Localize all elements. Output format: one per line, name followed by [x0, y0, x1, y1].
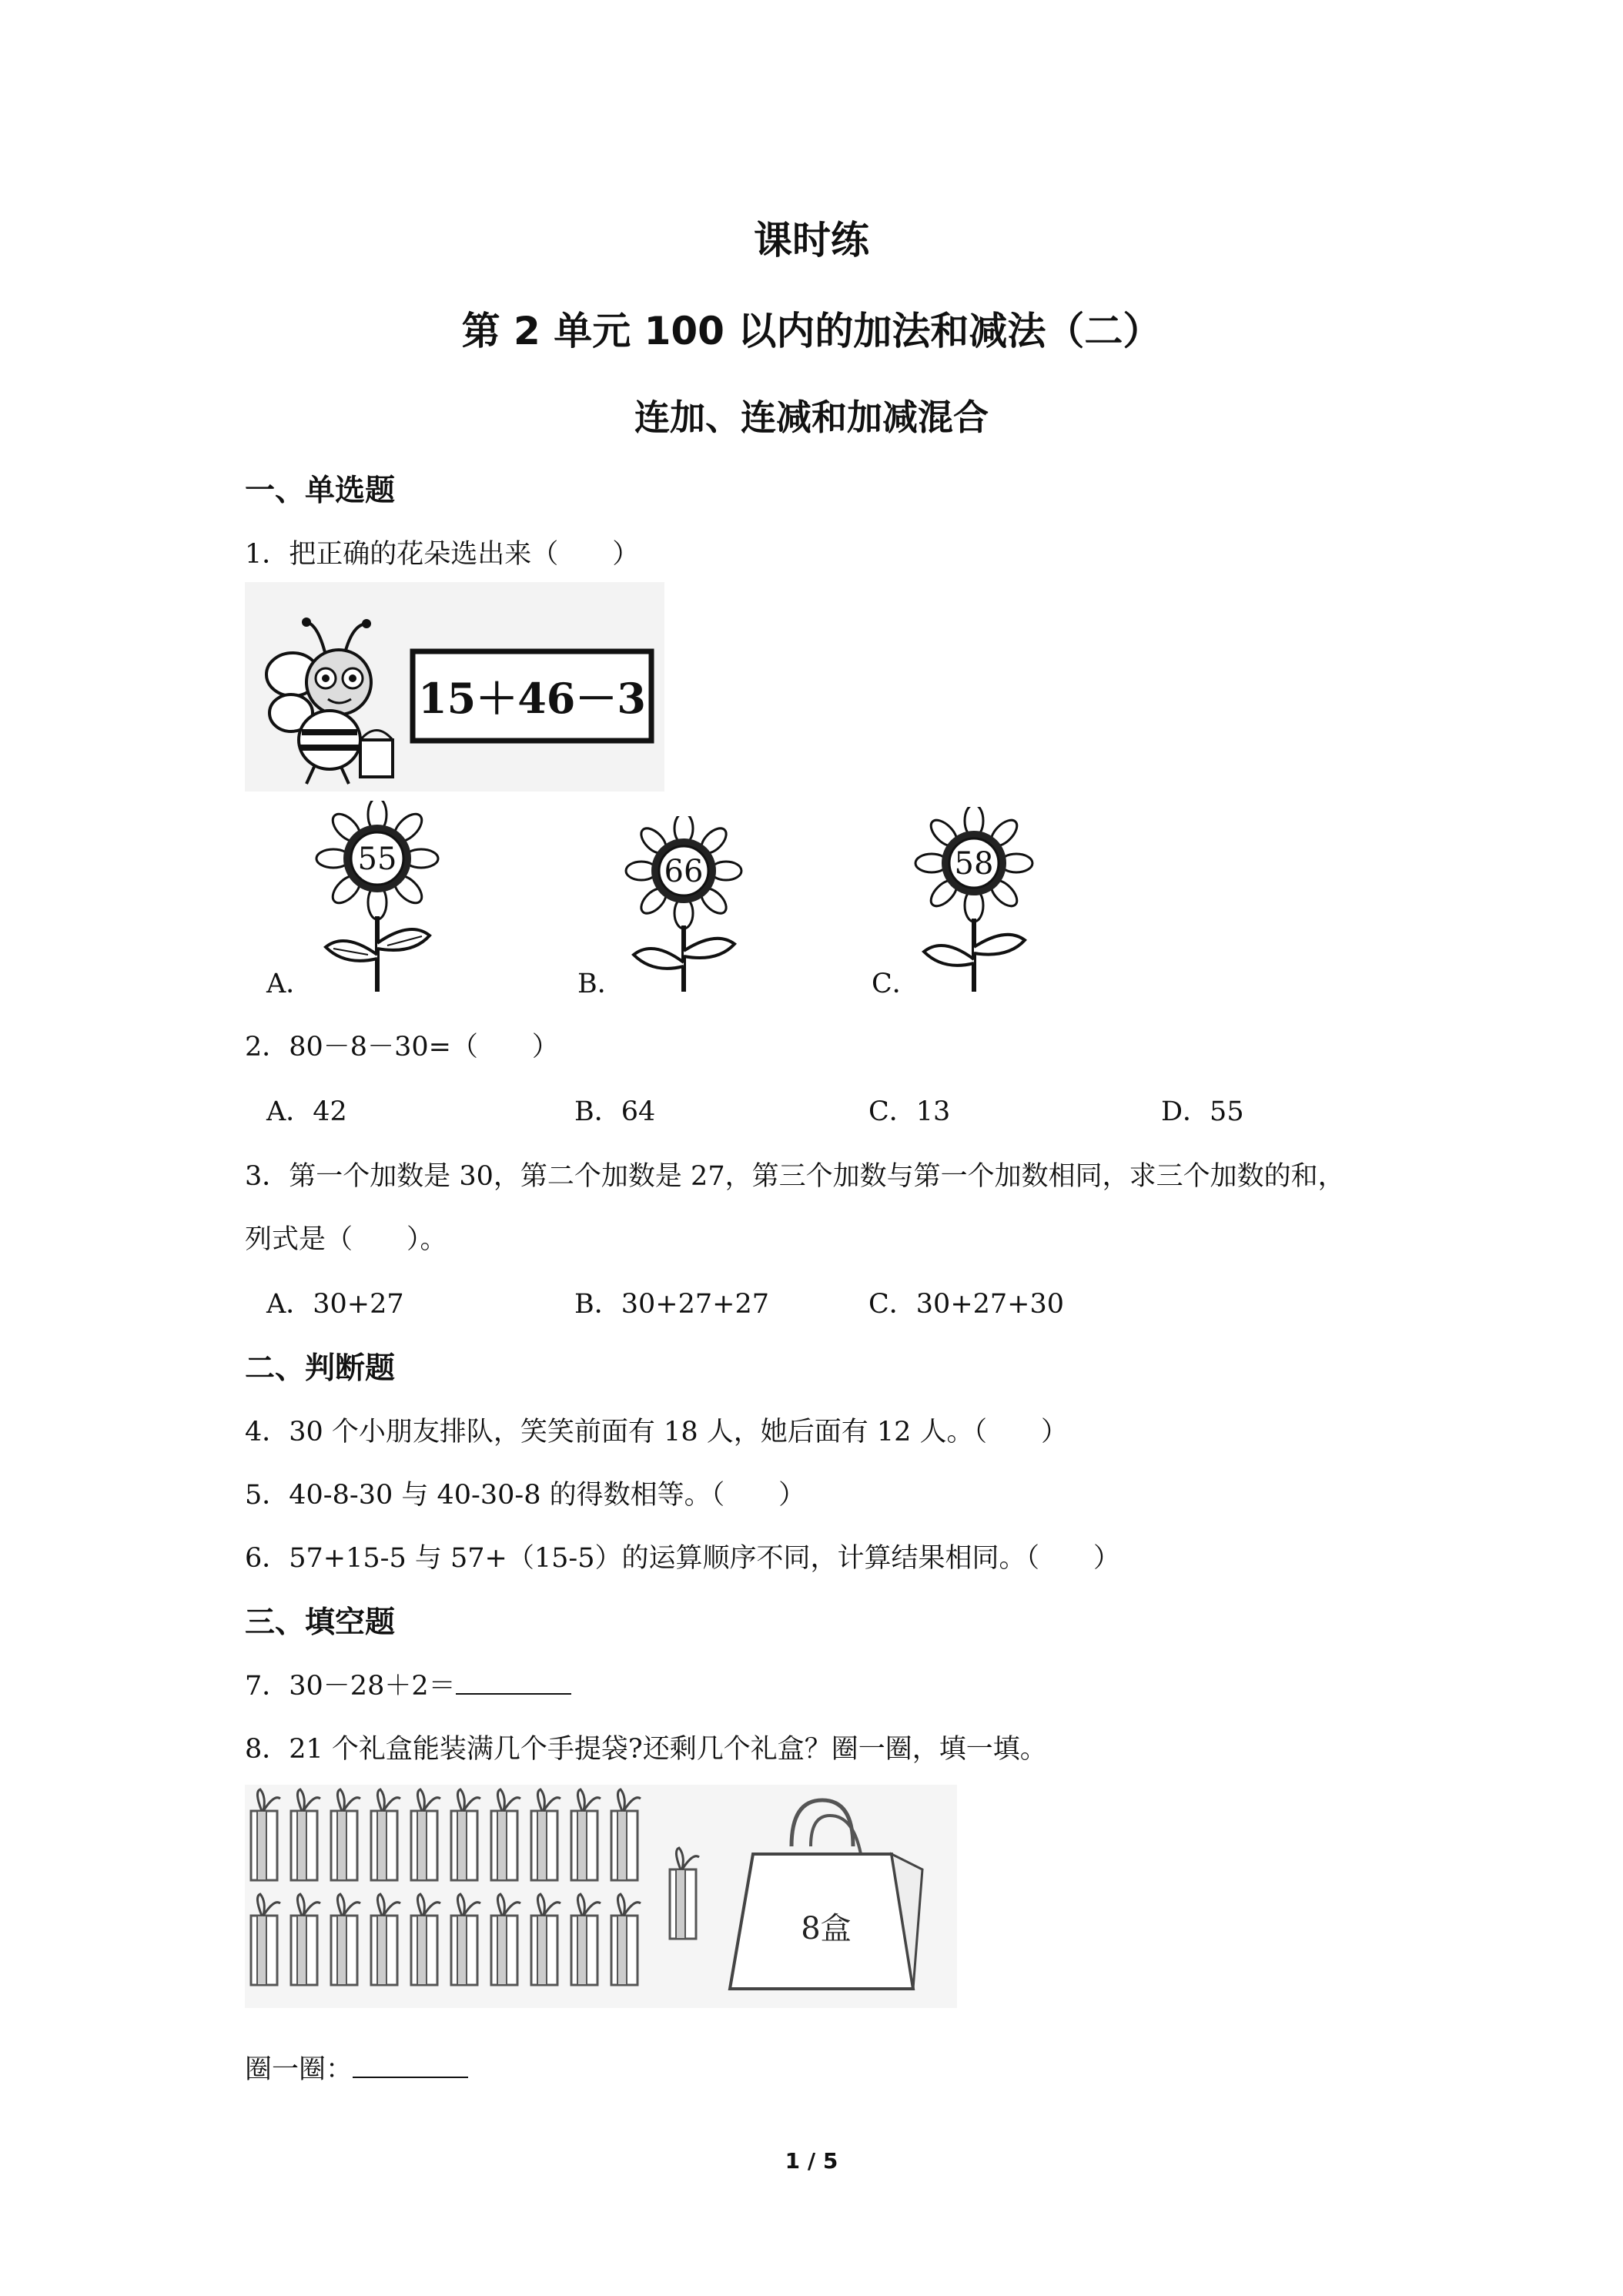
question-4: 4．30 个小朋友排队，笑笑前面有 18 人，她后面有 12 人。（ ）: [245, 1417, 1069, 1448]
expression-text: 15＋46－3: [418, 674, 646, 723]
gift-box-icon: [251, 1789, 280, 1880]
gift-box-icon: [611, 1789, 641, 1880]
lesson-title: 连加、连减和加减混合: [634, 397, 989, 438]
bag-label: 8盒: [801, 1911, 852, 1946]
q3-option-b[interactable]: B．30+27+27: [574, 1289, 769, 1320]
gift-box-icon: [670, 1848, 699, 1939]
sunflower-icon: [314, 801, 441, 992]
question-8: 8．21 个礼盒能装满几个手提袋?还剩几个礼盒？圈一圈，填一填。: [245, 1734, 1047, 1765]
gift-box-icon: [491, 1789, 520, 1880]
gift-box-icon: [331, 1789, 360, 1880]
gift-boxes-image: [245, 1785, 957, 2008]
q2-option-c[interactable]: C．13: [868, 1096, 951, 1127]
option-c-flower[interactable]: [912, 807, 1036, 992]
page-title: 课时练: [754, 218, 869, 263]
gift-box-icon: [411, 1894, 440, 1985]
flower-value: 55: [357, 842, 397, 877]
section-heading-true-false: 二、判断题: [245, 1351, 396, 1386]
bee-icon: [245, 582, 664, 792]
question-5: 5．40-8-30 与 40-30-8 的得数相等。（ ）: [245, 1480, 806, 1511]
gift-box-icon: [291, 1894, 320, 1985]
question-3-line2: 列式是（ ）。: [245, 1224, 447, 1255]
circle-label: 圈一圈：: [245, 2054, 353, 2085]
flower-value: 58: [954, 846, 994, 882]
question-7-text: 7．30－28＋2＝: [245, 1671, 456, 1702]
question-1: 1．把正确的花朵选出来（ ）: [245, 539, 640, 570]
q3-option-a[interactable]: A．30+27: [266, 1289, 404, 1320]
gift-box-icon: [451, 1894, 480, 1985]
bee-expression-image: [245, 582, 664, 792]
section-heading-fill-blank: 三、填空题: [245, 1605, 396, 1640]
question-2: 2．80－8－30=（ ）: [245, 1032, 559, 1063]
page-number: 1 / 5: [785, 2148, 838, 2174]
gift-box-icon: [371, 1894, 400, 1985]
gift-box-icon: [491, 1894, 520, 1985]
q2-option-a[interactable]: A．42: [266, 1096, 347, 1127]
sunflower-icon: [622, 816, 745, 992]
option-a-flower[interactable]: [314, 801, 441, 992]
question-6: 6．57+15-5 与 57+（15-5）的运算顺序不同，计算结果相同。（ ）: [245, 1543, 1121, 1574]
option-c-label[interactable]: C．: [872, 969, 919, 999]
flower-value: 66: [664, 854, 704, 889]
gift-box-icon: [611, 1894, 641, 1985]
q2-option-b[interactable]: B．64: [574, 1096, 656, 1127]
gift-box-icon: [571, 1894, 601, 1985]
question-3-line1: 3．第一个加数是 30，第二个加数是 27，第三个加数与第一个加数相同，求三个加数的和，: [245, 1161, 1345, 1192]
gift-box-icon: [451, 1789, 480, 1880]
gift-box-icon: [251, 1894, 280, 1985]
circle-answer-blank[interactable]: [353, 2053, 468, 2078]
option-a-label[interactable]: A．: [266, 969, 313, 999]
q2-option-d[interactable]: D．55: [1161, 1096, 1244, 1127]
gift-box-icon: [371, 1789, 400, 1880]
gift-box-icon: [411, 1789, 440, 1880]
shopping-bag-icon: [730, 1800, 922, 1989]
option-b-label[interactable]: B．: [577, 969, 624, 999]
gift-box-icon: [291, 1789, 320, 1880]
gift-box-icon: [571, 1789, 601, 1880]
gift-box-icon: [531, 1894, 561, 1985]
gift-box-icon: [531, 1789, 561, 1880]
option-b-flower[interactable]: [622, 816, 745, 992]
question-7: [245, 1665, 571, 1703]
circle-answer-line: [245, 2048, 468, 2087]
q3-option-c[interactable]: C．30+27+30: [868, 1289, 1065, 1320]
sunflower-icon: [912, 807, 1036, 992]
gift-boxes-illustration: [245, 1785, 957, 2008]
unit-title: 第 2 单元 100 以内的加法和减法（二）: [461, 309, 1162, 353]
answer-blank[interactable]: [456, 1670, 571, 1695]
gift-box-icon: [331, 1894, 360, 1985]
section-heading-single-choice: 一、单选题: [245, 474, 396, 508]
